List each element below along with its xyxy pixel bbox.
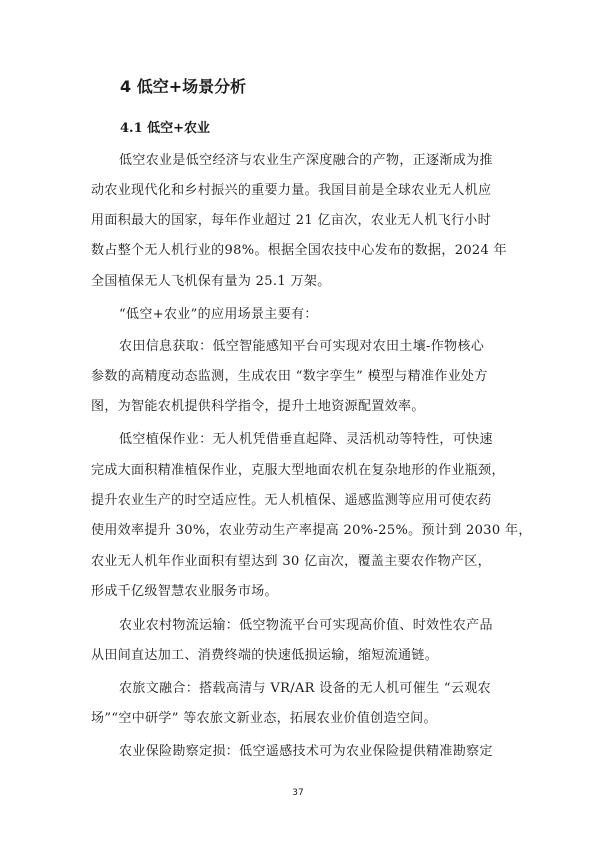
paragraph-line: 农业农村物流运输：低空物流平台可实现高价值、时效性农产品 bbox=[119, 618, 493, 633]
paragraph-line: 农业无人机年作业面积有望达到 30 亿亩次，覆盖主要农作物产区， bbox=[91, 554, 492, 569]
paragraph-line: 全国植保无人飞机保有量为 25.1 万架。 bbox=[91, 274, 331, 289]
page-number: 37 bbox=[292, 788, 304, 798]
paragraph-line: 场”“空中研学” 等农旅文新业态，拓展农业价值创造空间。 bbox=[91, 711, 437, 726]
paragraph-line: 低空农业是低空经济与农业生产深度融合的产物，正逐渐成为推 bbox=[119, 153, 493, 168]
paragraph-line: 使用效率提升 30%，农业劳动生产率提高 20%-25%。预计到 2030 年， bbox=[91, 523, 532, 538]
section-title: 4 低空+场景分析 bbox=[120, 77, 247, 96]
paragraph-line: 从田间直达加工、消费终端的快速低损运输，缩短流通链。 bbox=[91, 648, 439, 663]
paragraph-line: 农业保险勘察定损：低空遥感技术可为农业保险提供精准勘察定 bbox=[119, 744, 493, 759]
paragraph-line: 农旅文融合：搭载高清与 VR/AR 设备的无人机可催生 “云观农 bbox=[119, 681, 491, 696]
paragraph-line: 参数的高精度动态监测，生成农田 “数字孪生” 模型与精准作业处方 bbox=[91, 369, 488, 384]
paragraph-line: 提升农业生产的时空适应性。无人机植保、遥感监测等应用可使农药 bbox=[91, 493, 492, 508]
paragraph-line: 完成大面积精准植保作业，克服大型地面农机在复杂地形的作业瓶颈， bbox=[91, 463, 505, 478]
paragraph-line: 动农业现代化和乡村振兴的重要力量。我国目前是全球农业无人机应 bbox=[91, 183, 492, 198]
paragraph-line: “低空+农业”的应用场景主要有： bbox=[119, 307, 318, 322]
paragraph-line: 农田信息获取：低空智能感知平台可实现对农田土壤-作物核心 bbox=[119, 339, 485, 354]
paragraph-line: 低空植保作业：无人机凭借垂直起降、灵活机动等特性，可快速 bbox=[119, 432, 493, 447]
paragraph-line: 数占整个无人机行业的98%。根据全国农技中心发布的数据，2024 年 bbox=[91, 243, 508, 258]
paragraph-line: 用面积最大的国家，每年作业超过 21 亿亩次，农业无人机飞行小时 bbox=[91, 213, 492, 228]
paragraph-line: 图，为智能农机提供科学指令，提升土地资源配置效率。 bbox=[91, 399, 425, 414]
subsection-title: 4.1 低空+农业 bbox=[120, 121, 211, 136]
paragraph-line: 形成千亿级智慧农业服务市场。 bbox=[91, 584, 278, 599]
